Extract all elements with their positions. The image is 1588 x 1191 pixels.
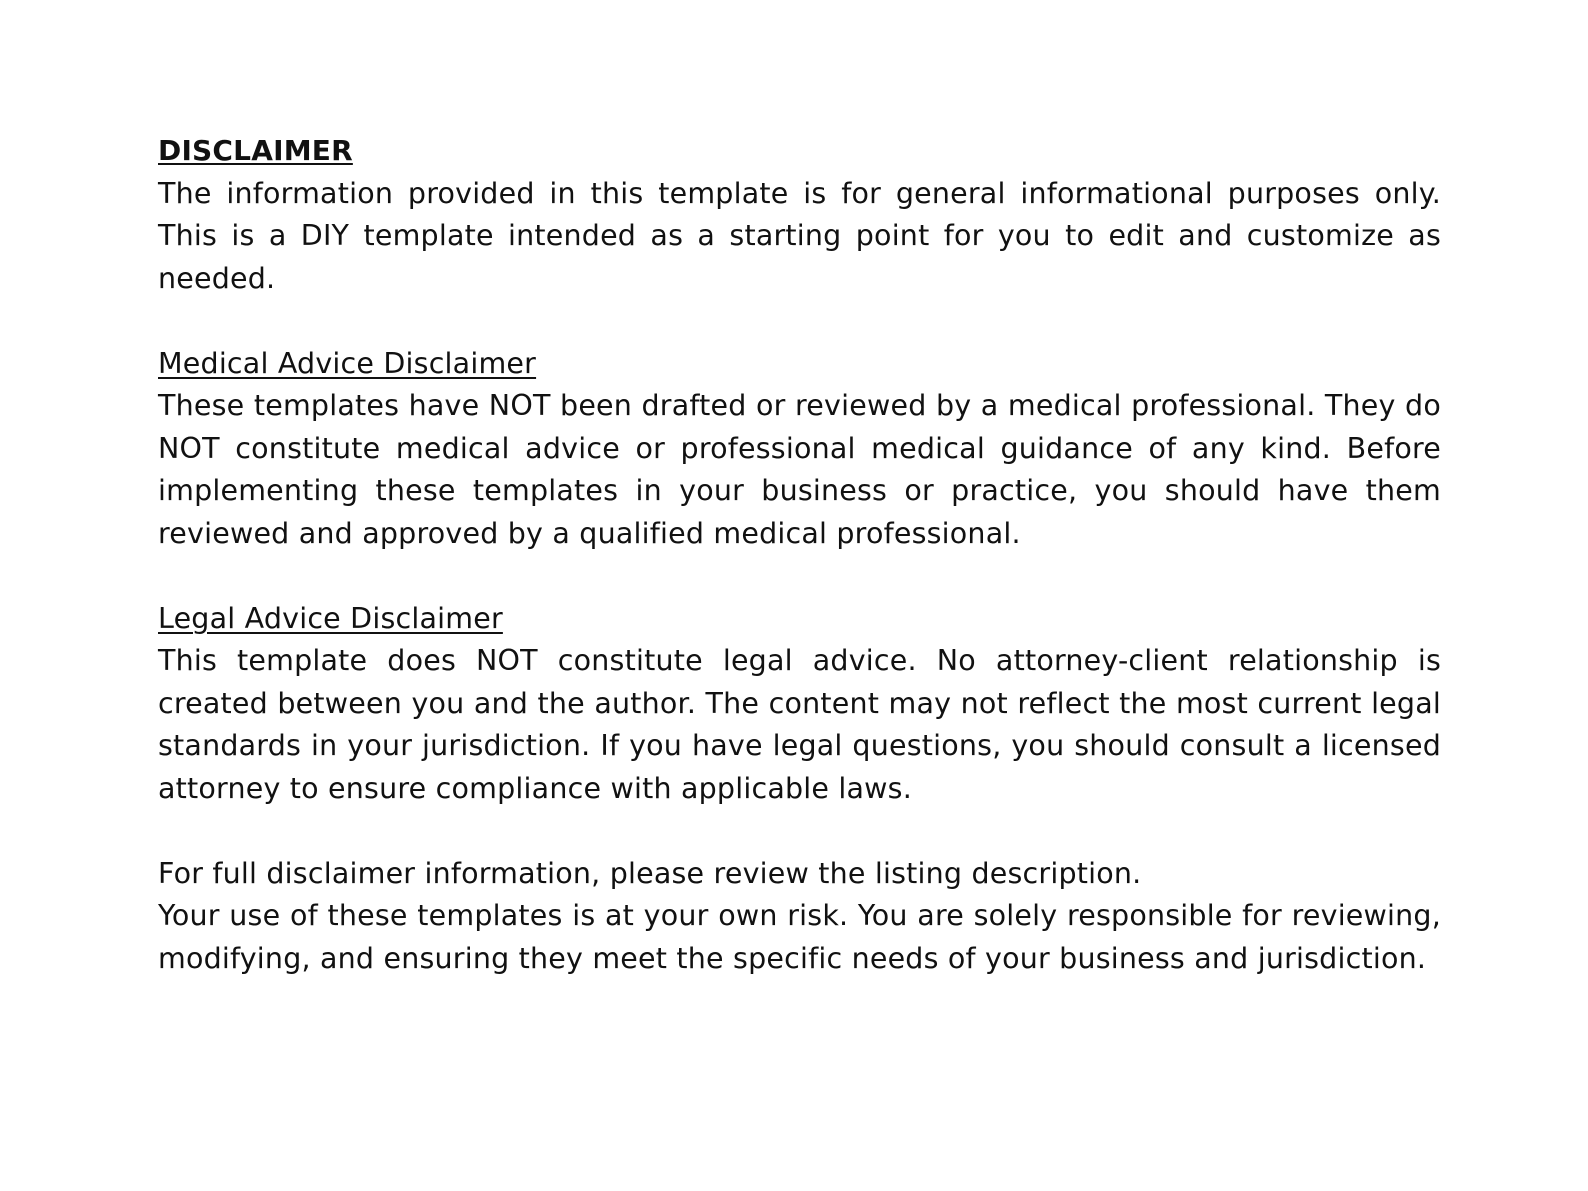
legal-disclaimer-body: This template does NOT constitute legal advice. No attorney-client relationship is created between you and the author. The content may not reflect the most current legal standards in your jurisdiction. If you have legal questions, you should consult a licensed attorney to ensure compliance with applicable laws. <box>158 644 1441 805</box>
full-info-line: For full disclaimer information, please review the listing description. <box>158 856 1142 890</box>
intro-paragraph: The information provided in this template is for general informational purposes only. This is a DIY template intended as a starting point for you to edit and customize as needed. <box>158 176 1441 295</box>
medical-disclaimer-heading: Medical Advice Disclaimer <box>158 346 537 380</box>
legal-disclaimer-heading: Legal Advice Disclaimer <box>158 601 503 635</box>
risk-paragraph: Your use of these templates is at your own risk. You are solely responsible for reviewing, modifying, and ensuring they meet the specific needs of your business and jurisdiction. <box>158 899 1441 975</box>
section-spacer <box>158 300 1441 343</box>
disclaimer-document <box>158 130 1441 980</box>
section-spacer <box>158 810 1441 853</box>
section-spacer <box>158 555 1441 598</box>
medical-disclaimer-body: These templates have NOT been drafted or reviewed by a medical professional. They do NOT constitute medical advice or professional medical guidance of any kind. Before implementing these templates in your business or practice, you should have them reviewed and approved by a qualified medical professional. <box>158 389 1441 550</box>
document-title: DISCLAIMER <box>158 134 353 167</box>
